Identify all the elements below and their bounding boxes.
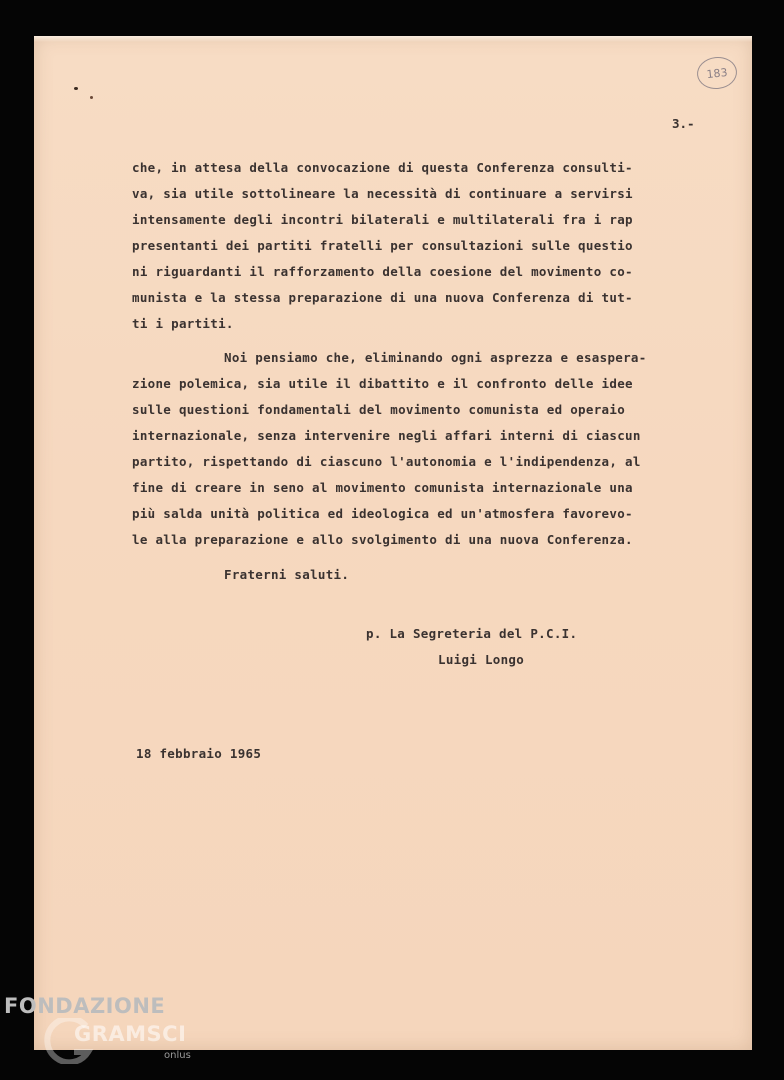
paragraph-1-line: che, in attesa della convocazione di questa Conferenza consulti- [132,160,633,175]
signature-name: Luigi Longo [438,652,525,667]
paragraph-2-line: partito, rispettando di ciascuno l'autonomia e l'indipendenza, al [132,454,641,469]
paper-top-edge [34,36,752,42]
paper-blemish [74,87,78,90]
watermark-line-2: GRAMSCI [74,1022,187,1046]
watermark-line-1: FONDAZIONE [4,994,166,1018]
paragraph-2-line: zione polemica, sia utile il dibattito e il confronto delle idee [132,376,633,391]
paragraph-2-line: le alla preparazione e allo svolgimento di una nuova Conferenza. [132,532,633,547]
closing-salutation: Fraterni saluti. [224,567,350,582]
paragraph-2-line: più salda unità politica ed ideologica ed un'atmosfera favorevo- [132,506,633,521]
paragraph-2-line: fine di creare in seno al movimento comunista internazionale una [132,480,633,495]
page-number: 3.- [672,116,695,131]
watermark-line-3: onlus [164,1050,191,1061]
paper-blemish [90,96,93,99]
archive-number-stamp: 183 [695,55,738,91]
fondazione-gramsci-watermark [4,994,204,1064]
signature-organization: p. La Segreteria del P.C.I. [366,626,578,641]
paragraph-1-line: ni riguardanti il rafforzamento della coesione del movimento co- [132,264,633,279]
paragraph-2-line: Noi pensiamo che, eliminando ogni asprezza e esaspera- [224,350,647,365]
document-date: 18 febbraio 1965 [136,746,262,761]
paragraph-1-line: va, sia utile sottolineare la necessità di continuare a servirsi [132,186,633,201]
paragraph-1-line: ti i partiti. [132,316,234,331]
paragraph-2-line: sulle questioni fondamentali del movimento comunista ed operaio [132,402,626,417]
paragraph-2-line: internazionale, senza intervenire negli affari interni di ciascun [132,428,641,443]
paragraph-1-line: munista e la stessa preparazione di una nuova Conferenza di tut- [132,290,633,305]
paragraph-1-line: intensamente degli incontri bilaterali e multilaterali fra i rap [132,212,633,227]
paragraph-1-line: presentanti dei partiti fratelli per consultazioni sulle questio [132,238,633,253]
